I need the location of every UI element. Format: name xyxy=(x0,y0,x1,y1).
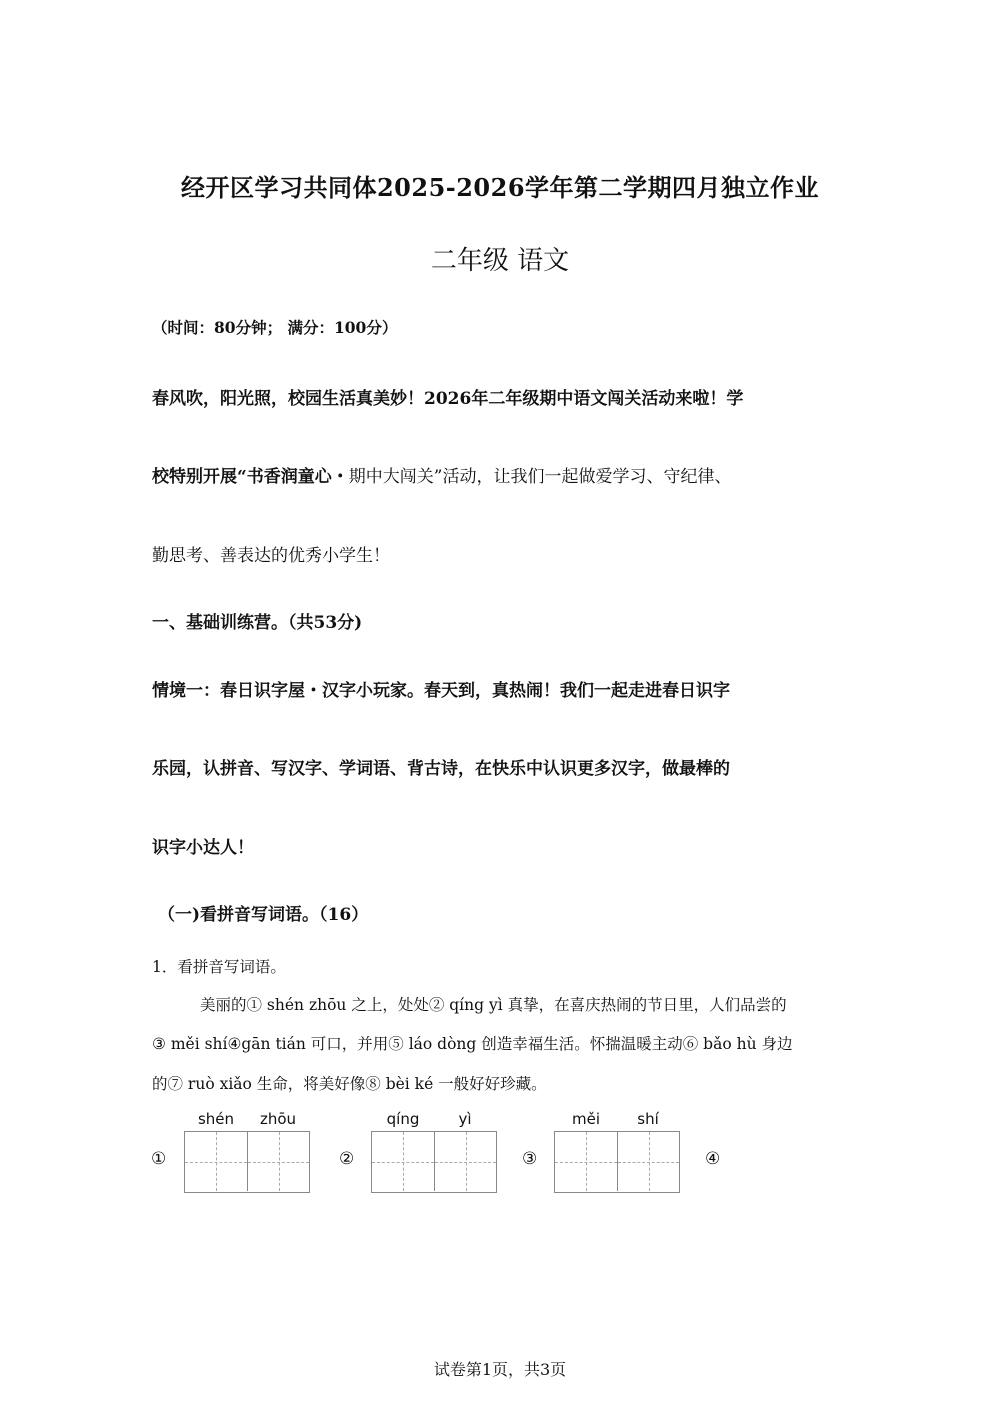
intro-line-2 xyxy=(152,462,852,487)
writing-cell[interactable] xyxy=(247,1132,309,1191)
scenario-line-2: 乐园，认拼音、写汉字、学词语、背古诗，在快乐中认识更多汉字，做最棒的 xyxy=(152,759,730,779)
pinyin-label: yì xyxy=(458,1110,472,1128)
pinyin-label: zhōu xyxy=(259,1110,297,1128)
pinyin-label: qíng xyxy=(386,1110,420,1128)
question-text-line-3: 的⑦ ruò xiǎo 生命，将美好像⑧ bèi ké 一般好好珍藏。 xyxy=(152,1075,547,1093)
intro-line-2-rest: 期中大闯关”活动，让我们一起做爱学习、守纪律、 xyxy=(348,467,732,487)
writing-grid-2[interactable] xyxy=(371,1131,497,1193)
exam-title: 经开区学习共同体2025-2026学年第二学期四月独立作业 xyxy=(180,173,820,202)
writing-grid-3[interactable] xyxy=(554,1131,680,1193)
box-number-4: ④ xyxy=(705,1149,721,1169)
writing-cell[interactable] xyxy=(185,1132,247,1191)
time-info: （时间：80分钟； 满分：100分） xyxy=(152,318,398,337)
pinyin-label: měi xyxy=(571,1110,600,1128)
question-text-line-1: 美丽的① shén zhōu 之上，处处② qíng yì 真挚，在喜庆热闹的节日里，人们品尝的 xyxy=(200,996,787,1014)
section-heading: 一、基础训练营。（共53分) xyxy=(152,613,363,633)
pinyin-label: shén xyxy=(197,1110,235,1128)
question-label: 1．看拼音写词语。 xyxy=(152,958,286,976)
part-heading: （一)看拼音写词语。（16） xyxy=(158,905,369,925)
scenario-line-3: 识字小达人！ xyxy=(152,838,254,858)
intro-line-1: 春风吹，阳光照，校园生活真美妙！2026年二年级期中语文闯关活动来啦！学 xyxy=(152,389,744,409)
pinyin-label: shí xyxy=(637,1110,659,1128)
scenario-line-1: 情境一：春日识字屋・汉字小玩家。春天到，真热闹！我们一起走进春日识字 xyxy=(152,681,730,701)
writing-cell[interactable] xyxy=(555,1132,617,1191)
box-number-2: ② xyxy=(339,1149,355,1169)
question-text-line-2: ③ měi shí④gān tián 可口，并用⑤ láo dòng 创造幸福生活。怀揣温暖主动⑥ bǎo hù 身边 xyxy=(152,1035,793,1053)
intro-line-3: 勤思考、善表达的优秀小学生！ xyxy=(152,546,390,566)
intro-line-2-bold: 校特别开展“书香润童心・ xyxy=(152,467,349,487)
page-footer: 试卷第1页，共3页 xyxy=(433,1360,567,1379)
exam-subtitle: 二年级 语文 xyxy=(430,246,570,276)
box-number-3: ③ xyxy=(522,1149,538,1169)
box-number-1: ① xyxy=(151,1149,167,1169)
writing-grid-1[interactable] xyxy=(184,1131,310,1193)
writing-cell[interactable] xyxy=(372,1132,434,1191)
writing-cell[interactable] xyxy=(434,1132,496,1191)
writing-cell[interactable] xyxy=(617,1132,679,1191)
